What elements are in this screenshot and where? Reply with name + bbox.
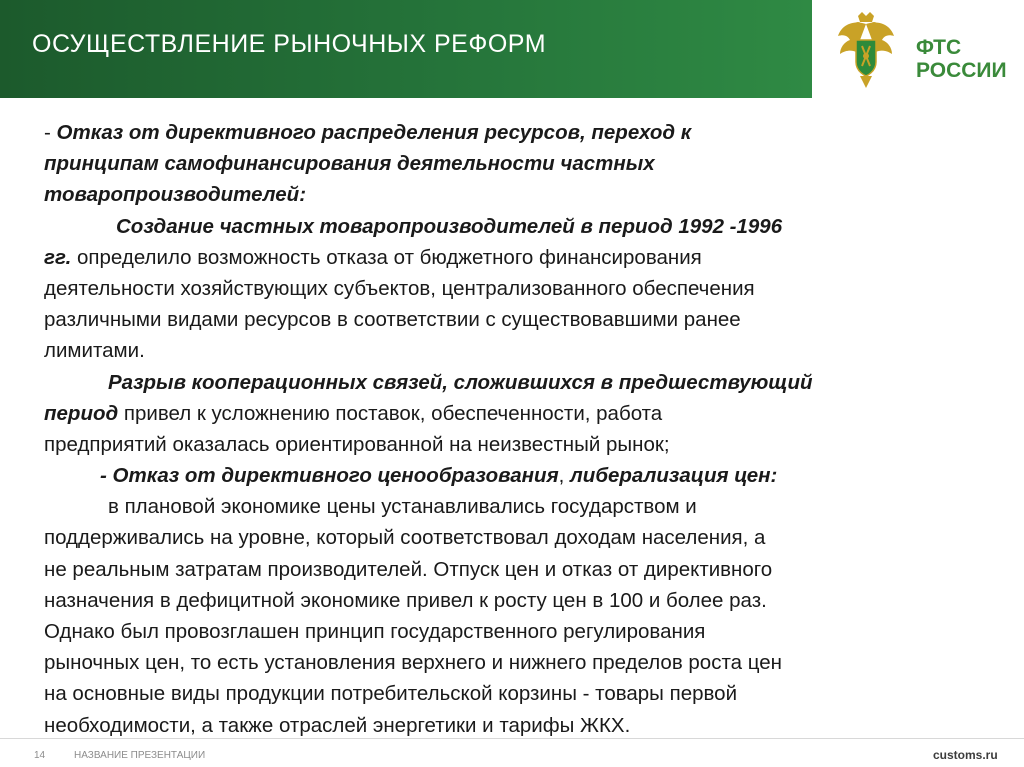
body-line-17: Однако был провозглашен принцип государственного регулирования <box>44 620 706 643</box>
logo-line-1: ФТС <box>916 36 962 59</box>
presentation-name: НАЗВАНИЕ ПРЕЗЕНТАЦИИ <box>74 750 206 761</box>
body-line-3: товаропроизводителей: <box>44 183 307 207</box>
body-line-10 <box>44 398 994 429</box>
body-line-12 <box>44 460 994 491</box>
emphasis-text: гг. <box>44 245 72 269</box>
body-line-7: различными видами ресурсов в соответствии с существовавшими ранее <box>44 308 741 332</box>
emphasis-text: период <box>44 401 119 425</box>
body-line-4: Создание частных товаропроизводителей в период 1992 -1996 <box>116 214 783 238</box>
emphasis-text: - Отказ от директивного ценообразования <box>100 464 559 488</box>
emphasis-text: либерализация цен: <box>570 464 778 488</box>
body-line-14: поддерживались на уровне, который соответствовал доходам населения, а <box>44 526 766 550</box>
slide-header <box>0 0 812 98</box>
footer-divider <box>0 738 1024 739</box>
body-line-11: предприятий оказалась ориентированной на неизвестный рынок; <box>44 432 670 456</box>
body-text: , <box>558 464 571 488</box>
slide-title: ОСУЩЕСТВЛЕНИЕ РЫНОЧНЫХ РЕФОРМ <box>32 30 547 58</box>
double-headed-eagle-emblem-icon <box>836 10 896 90</box>
body-line-2: принципам самофинансирования деятельности частных <box>44 152 655 176</box>
body-text: определило возможность отказа от бюджетного финансирования <box>71 245 702 269</box>
emphasis-text: Отказ от директивного распределения ресурсов <box>56 121 580 144</box>
body-line-1 <box>44 117 994 148</box>
body-line-16: назначения в дефицитной экономике привел к росту цен в 100 и более раз. <box>44 588 767 612</box>
body-line-6: деятельности хозяйствующих субъектов, централизованного обеспечения <box>44 276 755 300</box>
body-line-19: на основные виды продукции потребительской корзины - товары первой <box>44 682 738 706</box>
body-line-18: рыночных цен, то есть установления верхнего и нижнего пределов роста цен <box>44 651 782 675</box>
body-line-13: в плановой экономике цены устанавливались государством и <box>108 495 697 519</box>
body-text: привел к усложнению поставок, обеспеченности, работа <box>118 401 663 425</box>
logo-line-2: РОССИИ <box>916 59 1007 82</box>
body-line-20: необходимости, а также отраслей энергетики и тарифы ЖКХ. <box>44 713 631 737</box>
body-line-9: Разрыв кооперационных связей, сложившихся в предшествующий <box>108 370 813 394</box>
dash: - <box>44 121 57 144</box>
slide-body <box>44 117 994 741</box>
body-line-5 <box>44 242 994 273</box>
body-line-8: лимитами. <box>44 339 145 363</box>
emphasis-text: , переход к <box>579 121 692 144</box>
page-number: 14 <box>34 750 46 761</box>
site-link[interactable]: customs.ru <box>933 748 998 762</box>
body-line-15: не реальным затратам производителей. Отпуск цен и отказ от директивного <box>44 557 773 581</box>
logo-text <box>916 36 1007 82</box>
logo-area <box>812 0 1024 98</box>
